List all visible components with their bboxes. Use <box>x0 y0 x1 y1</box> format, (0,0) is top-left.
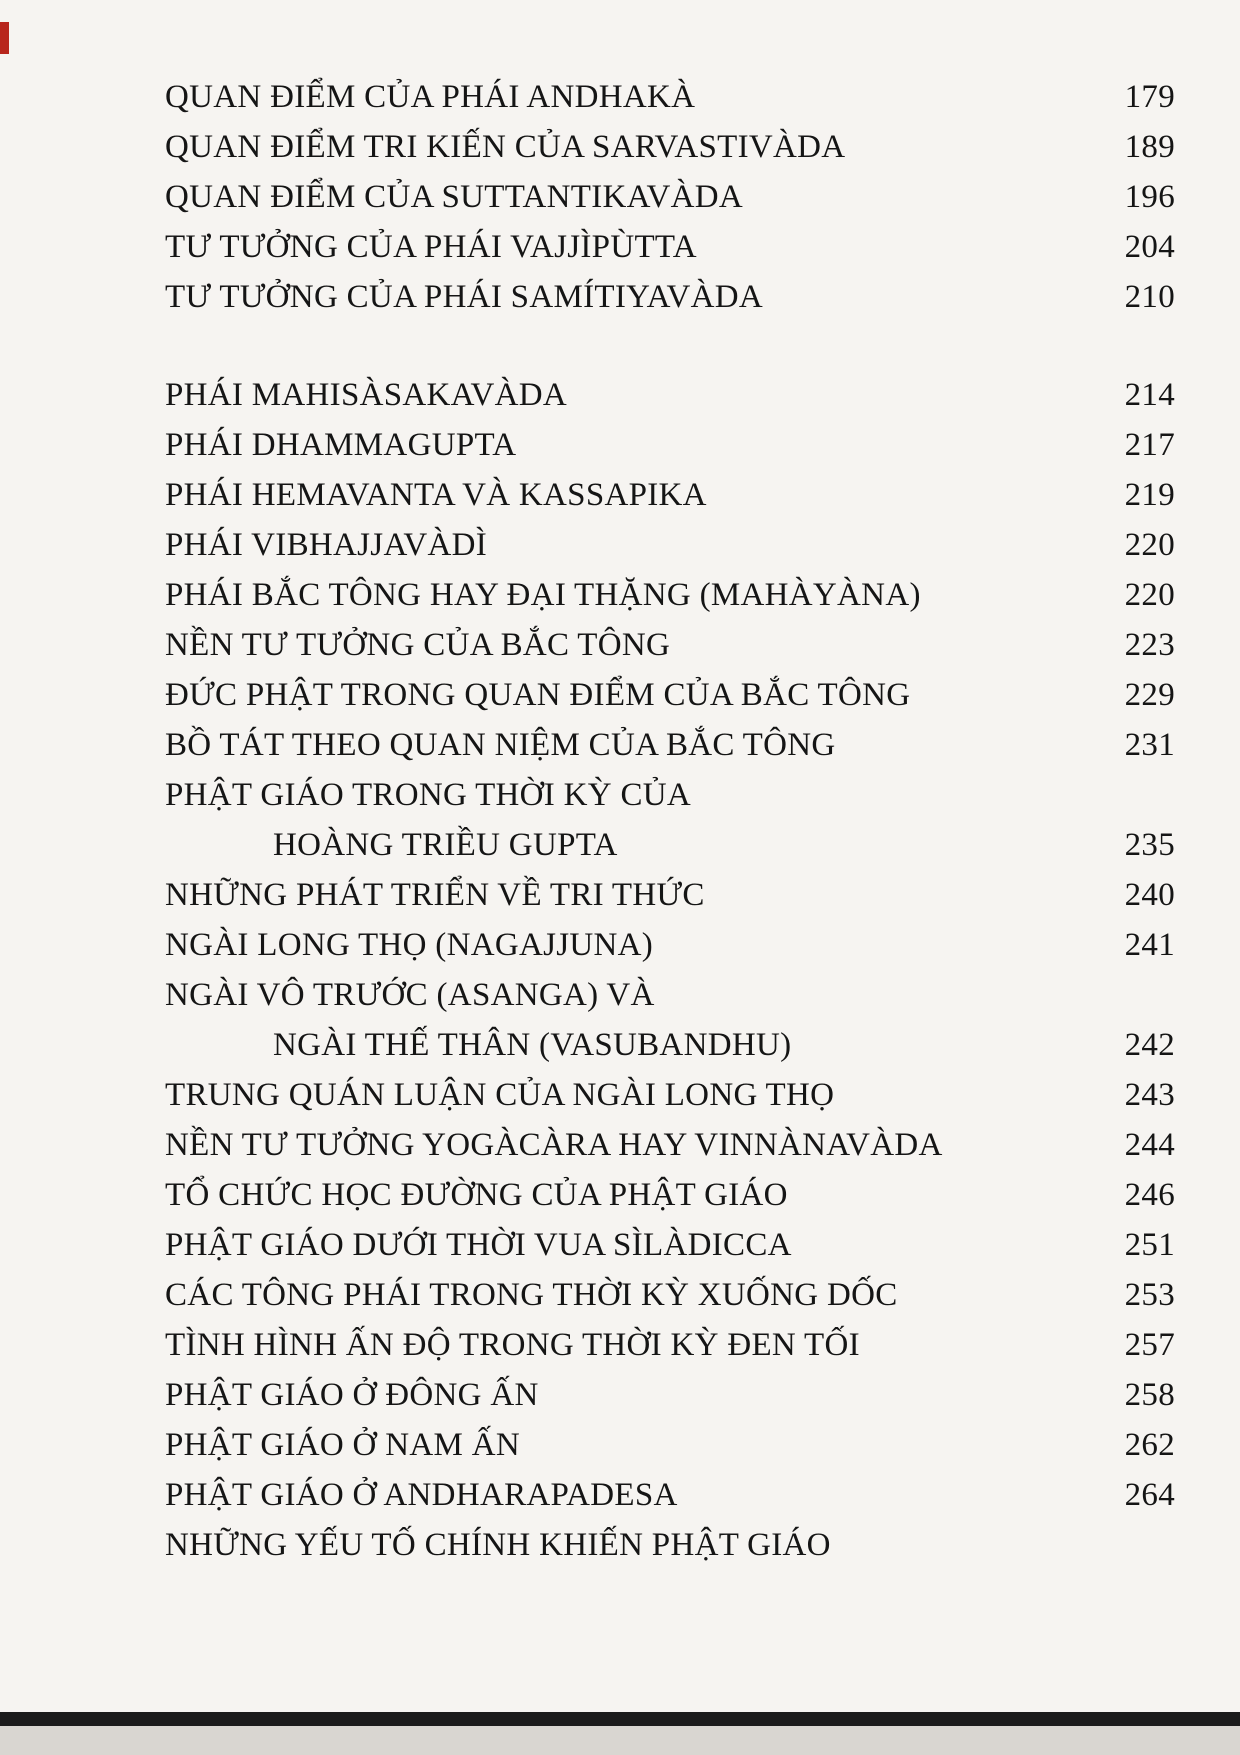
toc-entry <box>165 920 1175 970</box>
page-bottom-edge <box>0 1712 1240 1726</box>
toc-entry-title: PHẬT GIÁO TRONG THỜI KỲ CỦA <box>165 777 692 813</box>
toc-entry-title: QUAN ĐIỂM CỦA SUTTANTIKAVÀDA <box>165 179 744 215</box>
toc-entry-page: 240 <box>1124 877 1175 913</box>
toc-entry-page: 251 <box>1124 1227 1175 1263</box>
table-of-contents <box>165 72 1175 1570</box>
toc-entry-title: NGÀI THẾ THÂN (VASUBANDHU) <box>273 1027 792 1063</box>
toc-entry-page: 223 <box>1124 627 1175 663</box>
toc-entry-title: TỔ CHỨC HỌC ĐƯỜNG CỦA PHẬT GIÁO <box>165 1177 788 1213</box>
toc-entry-title: TÌNH HÌNH ẤN ĐỘ TRONG THỜI KỲ ĐEN TỐI <box>165 1327 860 1363</box>
toc-entry-page: 242 <box>1124 1027 1175 1063</box>
toc-entry-title: NHỮNG YẾU TỐ CHÍNH KHIẾN PHẬT GIÁO <box>165 1527 831 1563</box>
toc-entry-title: TRUNG QUÁN LUẬN CỦA NGÀI LONG THỌ <box>165 1077 835 1113</box>
toc-entry-page: 258 <box>1124 1377 1175 1413</box>
toc-entry <box>165 1320 1175 1370</box>
toc-entry-page: 229 <box>1124 677 1175 713</box>
toc-entry-page: 253 <box>1124 1277 1175 1313</box>
toc-entry-page: 210 <box>1124 279 1175 315</box>
toc-entry <box>165 670 1175 720</box>
toc-entry <box>165 520 1175 570</box>
toc-entry <box>165 370 1175 420</box>
toc-entry-title: QUAN ĐIỂM CỦA PHÁI ANDHAKÀ <box>165 79 696 115</box>
toc-entry-title: PHẬT GIÁO Ở ANDHARAPADESA <box>165 1477 678 1513</box>
toc-entry-title: PHÁI VIBHAJJAVÀDÌ <box>165 527 487 563</box>
toc-entry-page: 257 <box>1124 1327 1175 1363</box>
toc-entry-page: 231 <box>1124 727 1175 763</box>
toc-entry-title: BỒ TÁT THEO QUAN NIỆM CỦA BẮC TÔNG <box>165 727 836 763</box>
toc-entry <box>165 420 1175 470</box>
toc-entry <box>165 172 1175 222</box>
corner-color-mark <box>0 22 9 54</box>
toc-entry <box>165 1370 1175 1420</box>
toc-entry <box>165 272 1175 322</box>
toc-entry-title: PHÁI DHAMMAGUPTA <box>165 427 517 463</box>
toc-entry-title: NỀN TƯ TƯỞNG CỦA BẮC TÔNG <box>165 627 671 663</box>
toc-entry <box>165 1020 1175 1070</box>
toc-entry <box>165 470 1175 520</box>
toc-entry <box>165 770 1175 820</box>
toc-entry-page: 220 <box>1124 577 1175 613</box>
toc-entry <box>165 222 1175 272</box>
toc-entry-page: 196 <box>1124 179 1175 215</box>
toc-entry <box>165 1120 1175 1170</box>
toc-entry-page: 204 <box>1124 229 1175 265</box>
toc-entry-page: 217 <box>1124 427 1175 463</box>
toc-entry-title: TƯ TƯỞNG CỦA PHÁI SAMÍTIYAVÀDA <box>165 279 764 315</box>
toc-entry <box>165 570 1175 620</box>
toc-entry-page: 189 <box>1124 129 1175 165</box>
toc-entry-title: PHẬT GIÁO Ở NAM ẤN <box>165 1427 520 1463</box>
toc-entry <box>165 1270 1175 1320</box>
toc-entry <box>165 1220 1175 1270</box>
toc-entry <box>165 122 1175 172</box>
toc-entry-title: NHỮNG PHÁT TRIỂN VỀ TRI THỨC <box>165 877 705 913</box>
toc-entry-title: PHẬT GIÁO Ở ĐÔNG ẤN <box>165 1377 539 1413</box>
toc-entry <box>165 720 1175 770</box>
toc-entry <box>165 1070 1175 1120</box>
toc-entry-page: 244 <box>1124 1127 1175 1163</box>
toc-entry <box>165 820 1175 870</box>
toc-entry-page: 220 <box>1124 527 1175 563</box>
toc-entry-title: PHẬT GIÁO DƯỚI THỜI VUA SÌLÀDICCA <box>165 1227 792 1263</box>
toc-entry <box>165 1470 1175 1520</box>
scan-background <box>0 1726 1240 1755</box>
toc-entry-title: NGÀI VÔ TRƯỚC (ASANGA) VÀ <box>165 977 655 1013</box>
toc-entry-page: 214 <box>1124 377 1175 413</box>
toc-entry-title: HOÀNG TRIỀU GUPTA <box>273 827 618 863</box>
toc-entry-page: 241 <box>1124 927 1175 963</box>
toc-entry-title: NỀN TƯ TƯỞNG YOGÀCÀRA HAY VINNÀNAVÀDA <box>165 1127 943 1163</box>
toc-entry-page: 264 <box>1124 1477 1175 1513</box>
toc-entry-page: 246 <box>1124 1177 1175 1213</box>
toc-entry-title: ĐỨC PHẬT TRONG QUAN ĐIỂM CỦA BẮC TÔNG <box>165 677 911 713</box>
toc-entry-title: PHÁI BẮC TÔNG HAY ĐẠI THẶNG (MAHÀYÀNA) <box>165 577 921 613</box>
toc-entry-title: CÁC TÔNG PHÁI TRONG THỜI KỲ XUỐNG DỐC <box>165 1277 898 1313</box>
toc-entry <box>165 970 1175 1020</box>
toc-entry-title: TƯ TƯỞNG CỦA PHÁI VAJJÌPÙTTA <box>165 229 697 265</box>
toc-entry-title: PHÁI MAHISÀSAKAVÀDA <box>165 377 568 413</box>
toc-entry-page: 219 <box>1124 477 1175 513</box>
toc-entry-page: 243 <box>1124 1077 1175 1113</box>
toc-entry <box>165 1170 1175 1220</box>
toc-entry-page: 235 <box>1124 827 1175 863</box>
toc-entry-page: 179 <box>1124 79 1175 115</box>
toc-entry-title: QUAN ĐIỂM TRI KIẾN CỦA SARVASTIVÀDA <box>165 129 846 165</box>
toc-entry-page: 262 <box>1124 1427 1175 1463</box>
toc-entry-title: PHÁI HEMAVANTA VÀ KASSAPIKA <box>165 477 707 513</box>
toc-entry <box>165 620 1175 670</box>
toc-entry <box>165 1420 1175 1470</box>
toc-entry <box>165 1520 1175 1570</box>
toc-entry-title: NGÀI LONG THỌ (NAGAJJUNA) <box>165 927 654 963</box>
toc-entry <box>165 870 1175 920</box>
toc-entry <box>165 72 1175 122</box>
